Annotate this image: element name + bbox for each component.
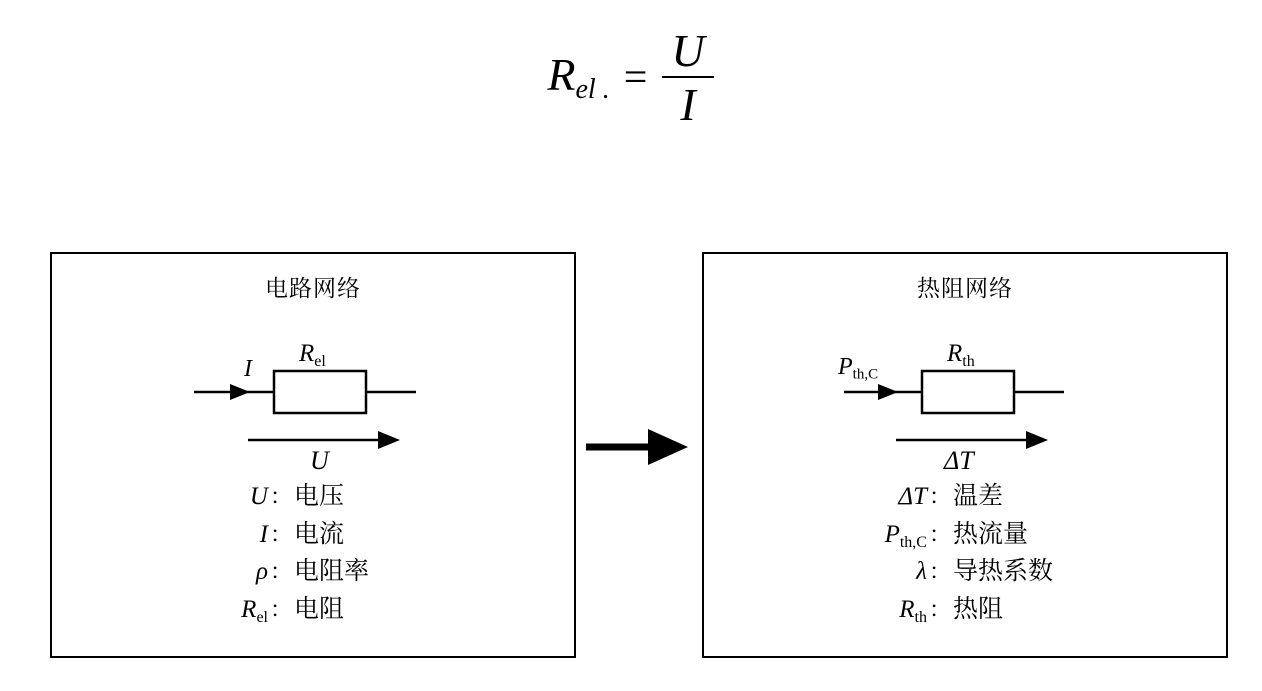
legend-symbol [809, 557, 927, 590]
legend-symbol-base: R [241, 596, 257, 624]
list-item [52, 557, 574, 590]
list-item [704, 595, 1226, 628]
legend-left [52, 482, 574, 633]
legend-colon: ： [928, 521, 951, 547]
legend-text: 导热系数 [953, 557, 1054, 586]
legend-symbol [182, 595, 268, 628]
fraction [661, 25, 714, 130]
legend-symbol [809, 595, 927, 628]
fraction-denominator: I [680, 79, 696, 130]
equation-lhs [547, 49, 610, 105]
heat-flow-label-subscript: th,C [852, 366, 879, 383]
legend-symbol-base: R [899, 596, 915, 624]
legend-text: 温差 [953, 482, 1004, 510]
list-item [704, 557, 1226, 590]
resistor-label-right [947, 340, 975, 371]
legend-right [704, 482, 1226, 633]
legend-symbol-base: ΔT [898, 483, 927, 510]
legend-text: 电压 [294, 482, 345, 510]
current-label-left [244, 356, 252, 386]
legend-text: 电阻率 [294, 557, 370, 586]
fraction-numerator: U [671, 25, 705, 76]
equation-lhs-base: R [547, 49, 576, 101]
resistor-label-right-base: R [947, 340, 963, 367]
formula-equation [0, 25, 1262, 130]
heat-flow-label-base: P [838, 354, 853, 380]
legend-text: 热流量 [953, 519, 1029, 548]
list-item [52, 482, 574, 515]
heat-flow-label-right [838, 354, 878, 384]
legend-colon: ： [269, 521, 292, 547]
legend-symbol [809, 520, 927, 553]
legend-colon: ： [269, 484, 292, 509]
legend-symbol-base: U [249, 483, 268, 510]
legend-text: 电阻 [294, 595, 345, 624]
legend-symbol [809, 482, 927, 515]
legend-symbol-base: ρ [255, 558, 268, 586]
list-item [52, 520, 574, 553]
current-label-left-base: I [244, 356, 252, 382]
equation-body [547, 25, 714, 130]
legend-colon: ： [928, 597, 951, 623]
legend-symbol [182, 557, 268, 590]
resistor-label-left [299, 340, 326, 371]
electrical-circuit-diagram [52, 332, 574, 482]
panel-title-right: 热阻网络 [917, 275, 1013, 301]
list-item [704, 520, 1226, 553]
equation-lhs-subscript: el . [575, 73, 610, 105]
thermal-network-panel [702, 252, 1228, 658]
resistor-label-right-subscript: th [962, 352, 975, 370]
legend-text: 热阻 [953, 595, 1004, 624]
legend-symbol-subscript: el [256, 608, 268, 626]
voltage-flow-label: U [310, 446, 329, 475]
temperature-difference-label: ΔT [944, 446, 974, 475]
legend-colon: ： [269, 559, 292, 585]
legend-symbol [182, 482, 268, 515]
panel-title-left: 电路网络 [265, 275, 361, 301]
resistor-label-left-base: R [299, 340, 315, 367]
legend-symbol-subscript: th [914, 608, 927, 626]
transition-arrow-icon [586, 424, 698, 470]
legend-symbol-base: I [259, 520, 268, 548]
transition-arrow [586, 424, 698, 470]
legend-symbol-base: λ [916, 558, 927, 586]
equals-sign: = [623, 55, 648, 101]
list-item [52, 595, 574, 628]
legend-colon: ： [269, 597, 292, 623]
resistor-label-left-subscript: el [314, 352, 326, 370]
legend-symbol-subscript: th,C [899, 533, 927, 551]
legend-symbol-base: P [884, 520, 900, 548]
legend-text: 电流 [294, 519, 345, 548]
legend-symbol [182, 520, 268, 553]
electrical-network-panel [50, 252, 576, 658]
legend-colon: ： [928, 484, 951, 509]
list-item [704, 482, 1226, 515]
thermal-circuit-diagram [704, 332, 1226, 482]
legend-colon: ： [928, 559, 951, 585]
